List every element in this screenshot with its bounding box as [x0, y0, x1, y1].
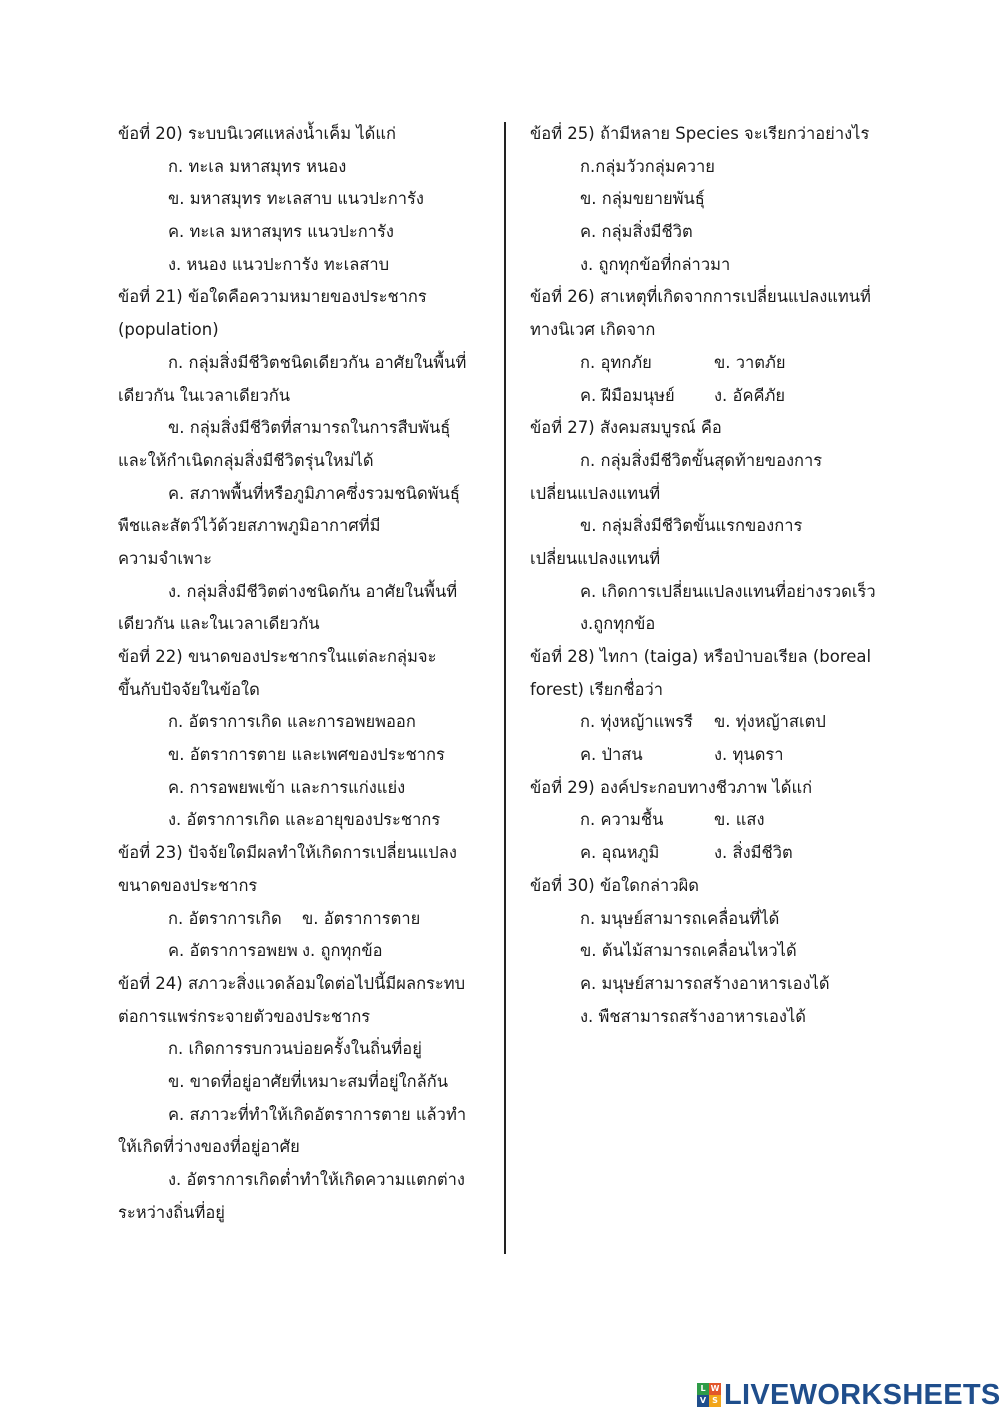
continuation-line: ขึ้นกับปัจจัยในข้อใด	[118, 679, 260, 699]
logo-mark-tile: V	[697, 1395, 709, 1407]
choice-text: ข. อัตราการตาย	[302, 908, 421, 928]
question-line: ข้อที่ 28) ไทกา (taiga) หรือป่าบอเรียล (boreal	[530, 647, 872, 666]
choice-line: ค. เกิดการเปลี่ยนแปลงแทนที่อย่างรวดเร็ว	[580, 581, 876, 601]
continuation-line: ทางนิเวศ เกิดจาก	[530, 320, 656, 340]
choice-text: ง. ถูกทุกข้อ	[302, 941, 383, 961]
choice-line: ข. กลุ่มขยายพันธุ์	[580, 189, 705, 209]
choice-line: ง. อัตราการเกิด และอายุของประชากร	[168, 810, 441, 830]
continuation-line: เดียวกัน ในเวลาเดียวกัน	[118, 385, 290, 405]
choice-text: ก. ความชื้น	[580, 810, 664, 830]
choice-line: ข. กลุ่มสิ่งมีชีวิตขั้นแรกของการ	[580, 516, 803, 536]
choice-text: ง. ทุนดรา	[714, 745, 784, 765]
continuation-line: ระหว่างถิ่นที่อยู่	[118, 1202, 225, 1222]
choice-text: ก. ทุ่งหญ้าแพรรี	[580, 712, 693, 732]
continuation-line: เปลี่ยนแปลงแทนที่	[530, 548, 661, 568]
logo-mark-tile: W	[710, 1384, 720, 1393]
continuation-line: และให้กำเนิดกลุ่มสิ่งมีชีวิตรุ่นใหม่ได้	[118, 450, 374, 470]
choice-text: ค. ฝีมือมนุษย์	[580, 385, 675, 405]
question-line: ข้อที่ 24) สภาวะสิ่งแวดล้อมใดต่อไปนี้มีผลกระทบ	[118, 973, 466, 993]
choice-line: ก. อัตราการเกิด และการอพยพออก	[168, 712, 416, 732]
continuation-line: เปลี่ยนแปลงแทนที่	[530, 483, 661, 503]
choice-line: ก.กลุ่มวัวกลุ่มควาย	[580, 156, 715, 176]
right-question-column	[530, 118, 900, 1033]
choice-pair-row	[530, 380, 900, 413]
continuation-line: (population)	[118, 320, 219, 340]
continuation-line: เดียวกัน และในเวลาเดียวกัน	[118, 614, 320, 634]
choice-text: ค. ป่าสน	[580, 745, 643, 765]
choice-pair-row	[530, 706, 900, 739]
continuation-line: ความจำเพาะ	[118, 548, 213, 568]
choice-text: ข. วาตภัย	[714, 352, 786, 372]
choice-text: ก. อุทกภัย	[580, 352, 652, 372]
continuation-line: forest) เรียกชื่อว่า	[530, 679, 664, 699]
choice-pair-row	[530, 837, 900, 870]
continuation-line: พืชและสัตว์ไว้ด้วยสภาพภูมิอากาศที่มี	[118, 516, 381, 536]
question-line: ข้อที่ 26) สาเหตุที่เกิดจากการเปลี่ยนแปลงแทนที่	[530, 287, 871, 307]
choice-text: ค. อัตราการอพยพ	[168, 941, 298, 961]
question-line: ข้อที่ 20) ระบบนิเวศแหล่งน้ำเค็ม ได้แก่	[118, 124, 396, 143]
question-line: ข้อที่ 29) องค์ประกอบทางชีวภาพ ได้แก่	[530, 777, 813, 797]
choice-line: ค. การอพยพเข้า และการแก่งแย่ง	[168, 777, 406, 797]
choice-pair-row	[530, 347, 900, 380]
choice-text: ก. อัตราการเกิด	[168, 908, 282, 928]
choice-line: ค. สภาวะที่ทำให้เกิดอัตราการตาย แล้วทำ	[168, 1104, 467, 1124]
choice-line: ก. มนุษย์สามารถเคลื่อนที่ได้	[580, 908, 780, 928]
choice-text: ข. แสง	[714, 810, 765, 830]
choice-line: ง. อัตราการเกิดต่ำทำให้เกิดความแตกต่าง	[168, 1170, 465, 1189]
choice-line: ก. เกิดการรบกวนบ่อยครั้งในถิ่นที่อยู่	[168, 1039, 422, 1059]
choice-line: ง. พืชสามารถสร้างอาหารเองได้	[580, 1006, 807, 1026]
question-line: ข้อที่ 27) สังคมสมบูรณ์ คือ	[530, 418, 722, 438]
logo-mark-tile: L	[697, 1383, 709, 1395]
choice-line: ง. หนอง แนวปะการัง ทะเลสาบ	[168, 254, 390, 274]
continuation-line: ขนาดของประชากร	[118, 875, 258, 895]
question-line: ข้อที่ 23) ปัจจัยใดมีผลทำให้เกิดการเปลี่ยนแปลง	[118, 843, 457, 863]
question-line: ข้อที่ 22) ขนาดของประชากรในแต่ละกลุ่มจะ	[118, 647, 437, 666]
choice-line: ง. ถูกทุกข้อที่กล่าวมา	[580, 254, 731, 274]
choice-line: ข. ต้นไม้สามารถเคลื่อนไหวได้	[580, 941, 797, 961]
choice-line: ข. ขาดที่อยู่อาศัยที่เหมาะสมที่อยู่ใกล้กัน	[168, 1071, 449, 1091]
choice-pair-row	[118, 935, 488, 968]
choice-line: ข. อัตราการตาย และเพศของประชากร	[168, 745, 445, 765]
choice-pair-row	[530, 804, 900, 837]
choice-text: ง. สิ่งมีชีวิต	[714, 843, 793, 863]
choice-line: ก. กลุ่มสิ่งมีชีวิตชนิดเดียวกัน อาศัยในพื้นที่	[168, 352, 467, 372]
choice-text: ง. อัคคีภัย	[714, 385, 786, 405]
choice-line: ค. มนุษย์สามารถสร้างอาหารเองได้	[580, 973, 830, 993]
choice-line: ค. สภาพพื้นที่หรือภูมิภาคซึ่งรวมชนิดพันธุ์	[168, 483, 460, 503]
liveworksheets-logo-icon	[697, 1383, 721, 1407]
choice-line: ง. กลุ่มสิ่งมีชีวิตต่างชนิดกัน อาศัยในพื้นที่	[168, 581, 458, 601]
choice-text: ข. ทุ่งหญ้าสเตป	[714, 712, 826, 732]
logo-mark-tile: S	[709, 1395, 721, 1407]
choice-line: ข. มหาสมุทร ทะเลสาบ แนวปะการัง	[168, 189, 424, 209]
liveworksheets-logo	[697, 1379, 1000, 1411]
continuation-line: ให้เกิดที่ว่างของที่อยู่อาศัย	[118, 1137, 300, 1157]
question-line: ข้อที่ 21) ข้อใดคือความหมายของประชากร	[118, 287, 427, 307]
choice-line: ค. ทะเล มหาสมุทร แนวปะการัง	[168, 222, 394, 242]
column-divider	[504, 122, 506, 1254]
choice-line: ง.ถูกทุกข้อ	[580, 614, 656, 634]
logo-text: LIVEWORKSHEETS	[724, 1378, 1000, 1411]
left-question-column	[118, 118, 488, 1229]
question-line: ข้อที่ 30) ข้อใดกล่าวผิด	[530, 875, 699, 895]
choice-pair-row	[118, 903, 488, 936]
choice-pair-row	[530, 739, 900, 772]
choice-line: ค. กลุ่มสิ่งมีชีวิต	[580, 222, 693, 242]
choice-line: ข. กลุ่มสิ่งมีชีวิตที่สามารถในการสืบพันธุ์	[168, 418, 451, 438]
question-line: ข้อที่ 25) ถ้ามีหลาย Species จะเรียกว่าอย่างไร	[530, 124, 870, 143]
choice-line: ก. กลุ่มสิ่งมีชีวิตขั้นสุดท้ายของการ	[580, 450, 823, 470]
choice-text: ค. อุณหภูมิ	[580, 843, 660, 863]
continuation-line: ต่อการแพร่กระจายตัวของประชากร	[118, 1006, 371, 1026]
choice-line: ก. ทะเล มหาสมุทร หนอง	[168, 156, 347, 176]
